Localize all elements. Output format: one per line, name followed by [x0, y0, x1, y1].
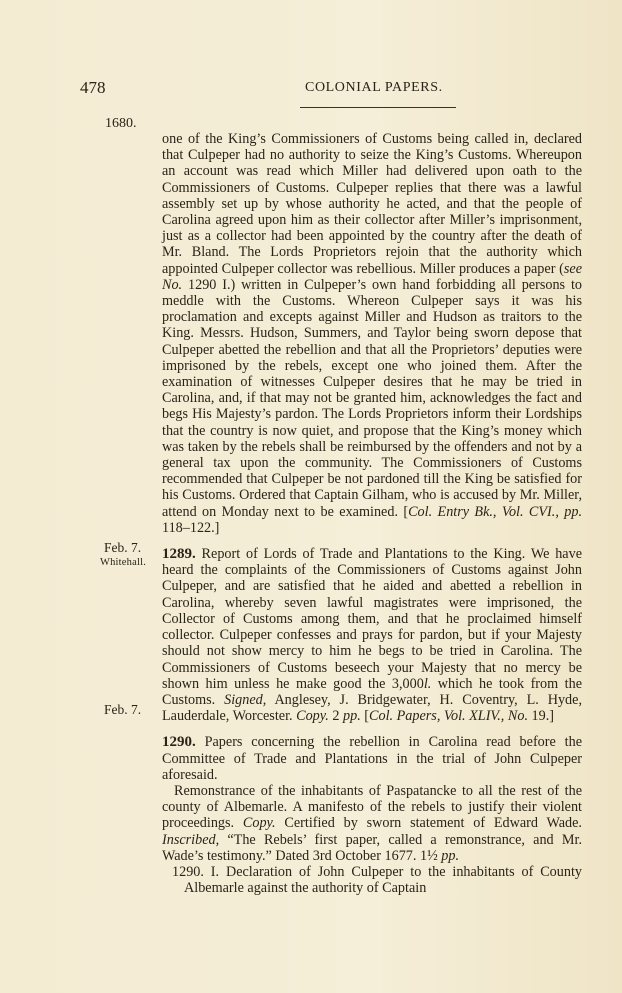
entry-1289: 1289. Report of Lords of Trade and Plantations to the King. We have heard the complaints of the Commissioners of Customs against John Culpeper, and are satisfied that he aided and abetted a rebellion in Carolina, whereby seven lawful magistrates were imprisoned, the Collector of Customs among them, and that he proclaimed himself collector. Culpeper confesses and prays for pardon, but if your Majesty should not show mercy to him he begs to be tried in Carolina. The Commissioners of Customs beseech your Majesty that no mercy be shown him unless he make good the 3,000l. which he took from the Customs. Signed, Anglesey, J. Bridgewater, H. Coventry, L. Hyde, Lauderdale, Worcester. Copy. 2 pp. [Col. Papers, Vol. XLIV., No. 19.] — [162, 546, 582, 725]
entry-number: 1289. — [162, 546, 196, 563]
header-rule — [300, 107, 456, 108]
margin-date-1289: Feb. 7. — [104, 540, 142, 555]
page-number: 478 — [80, 78, 106, 97]
running-title: COLONIAL PAPERS. — [305, 80, 443, 95]
entry-number: 1290. — [162, 734, 196, 751]
entry-1290: 1290. Papers concerning the rebellion in Carolina read before the Committee of Trade and Plantations in the trial of John Culpeper aforesaid. — [162, 734, 582, 783]
margin-place-1289: Whitehall. — [100, 557, 147, 568]
entry-1290-remonstrance: Remonstrance of the inhabitants of Paspatancke to all the rest of the county of Albemarle. A manifesto of the rebels to justify their violent proceedings. Copy. Certified by sworn statement of Edward Wade. Inscribed, “The Rebels’ first paper, called a remonstrance, and Mr. Wade’s testimony.” Dated 3rd October 1677. 1½ pp. — [162, 782, 582, 864]
margin-date-1290: Feb. 7. — [104, 702, 142, 717]
margin-year: 1680. — [105, 116, 137, 131]
body-text — [162, 131, 582, 896]
continued-paragraph: one of the King’s Commissioners of Customs being called in, declared that Culpeper had no authority to seize the King’s Customs. Whereupon an account was read which Miller had delivered upon oath to the Commissioners of Customs. Culpeper replies that there was a lawful assembly set up by whose authority he acted, and that the people of Carolina agreed upon him as their collector after Miller’s imprisonment, just as a collector had been appointed by the country after the death of Mr. Bland. The Lords Proprietors rejoin that the authority which appointed Culpeper collector was rebellious. Miller produces a paper (see No. 1290 I.) written in Culpeper’s own hand forbidding all persons to meddle with the Customs. Whereon Culpeper says it was his proclamation and excepts against Miller and Hudson as traitors to the King. Messrs. Hudson, Summers, and Taylor being sworn depose that Culpeper abetted the rebellion and that all the Proprietors’ deputies were imprisoned by the rebels, except one who joined them. After the examination of witnesses Culpeper desires that he may be tried in Carolina, and, if that may not be granted him, acknowledges the fact and begs His Majesty’s pardon. The Lords Proprietors inform their Lordships that the country is now quiet, and propose that the King’s money which was taken by the rebels shall be reimbursed by the offenders and not by a general tax upon the community. The Commissioners of Customs recommended that Culpeper be not pardoned till the King be satisfied for his Customs. Ordered that Captain Gilham, who is accused by Mr. Miller, attend on Monday next to be examined. [Col. Entry Bk., Vol. CVI., pp. 118–122.] — [162, 131, 582, 536]
page-header — [0, 78, 622, 100]
entry-1290-enclosure: 1290. I. Declaration of John Culpeper to the inhabitants of County Albemarle against the authority of Captain — [172, 863, 582, 897]
